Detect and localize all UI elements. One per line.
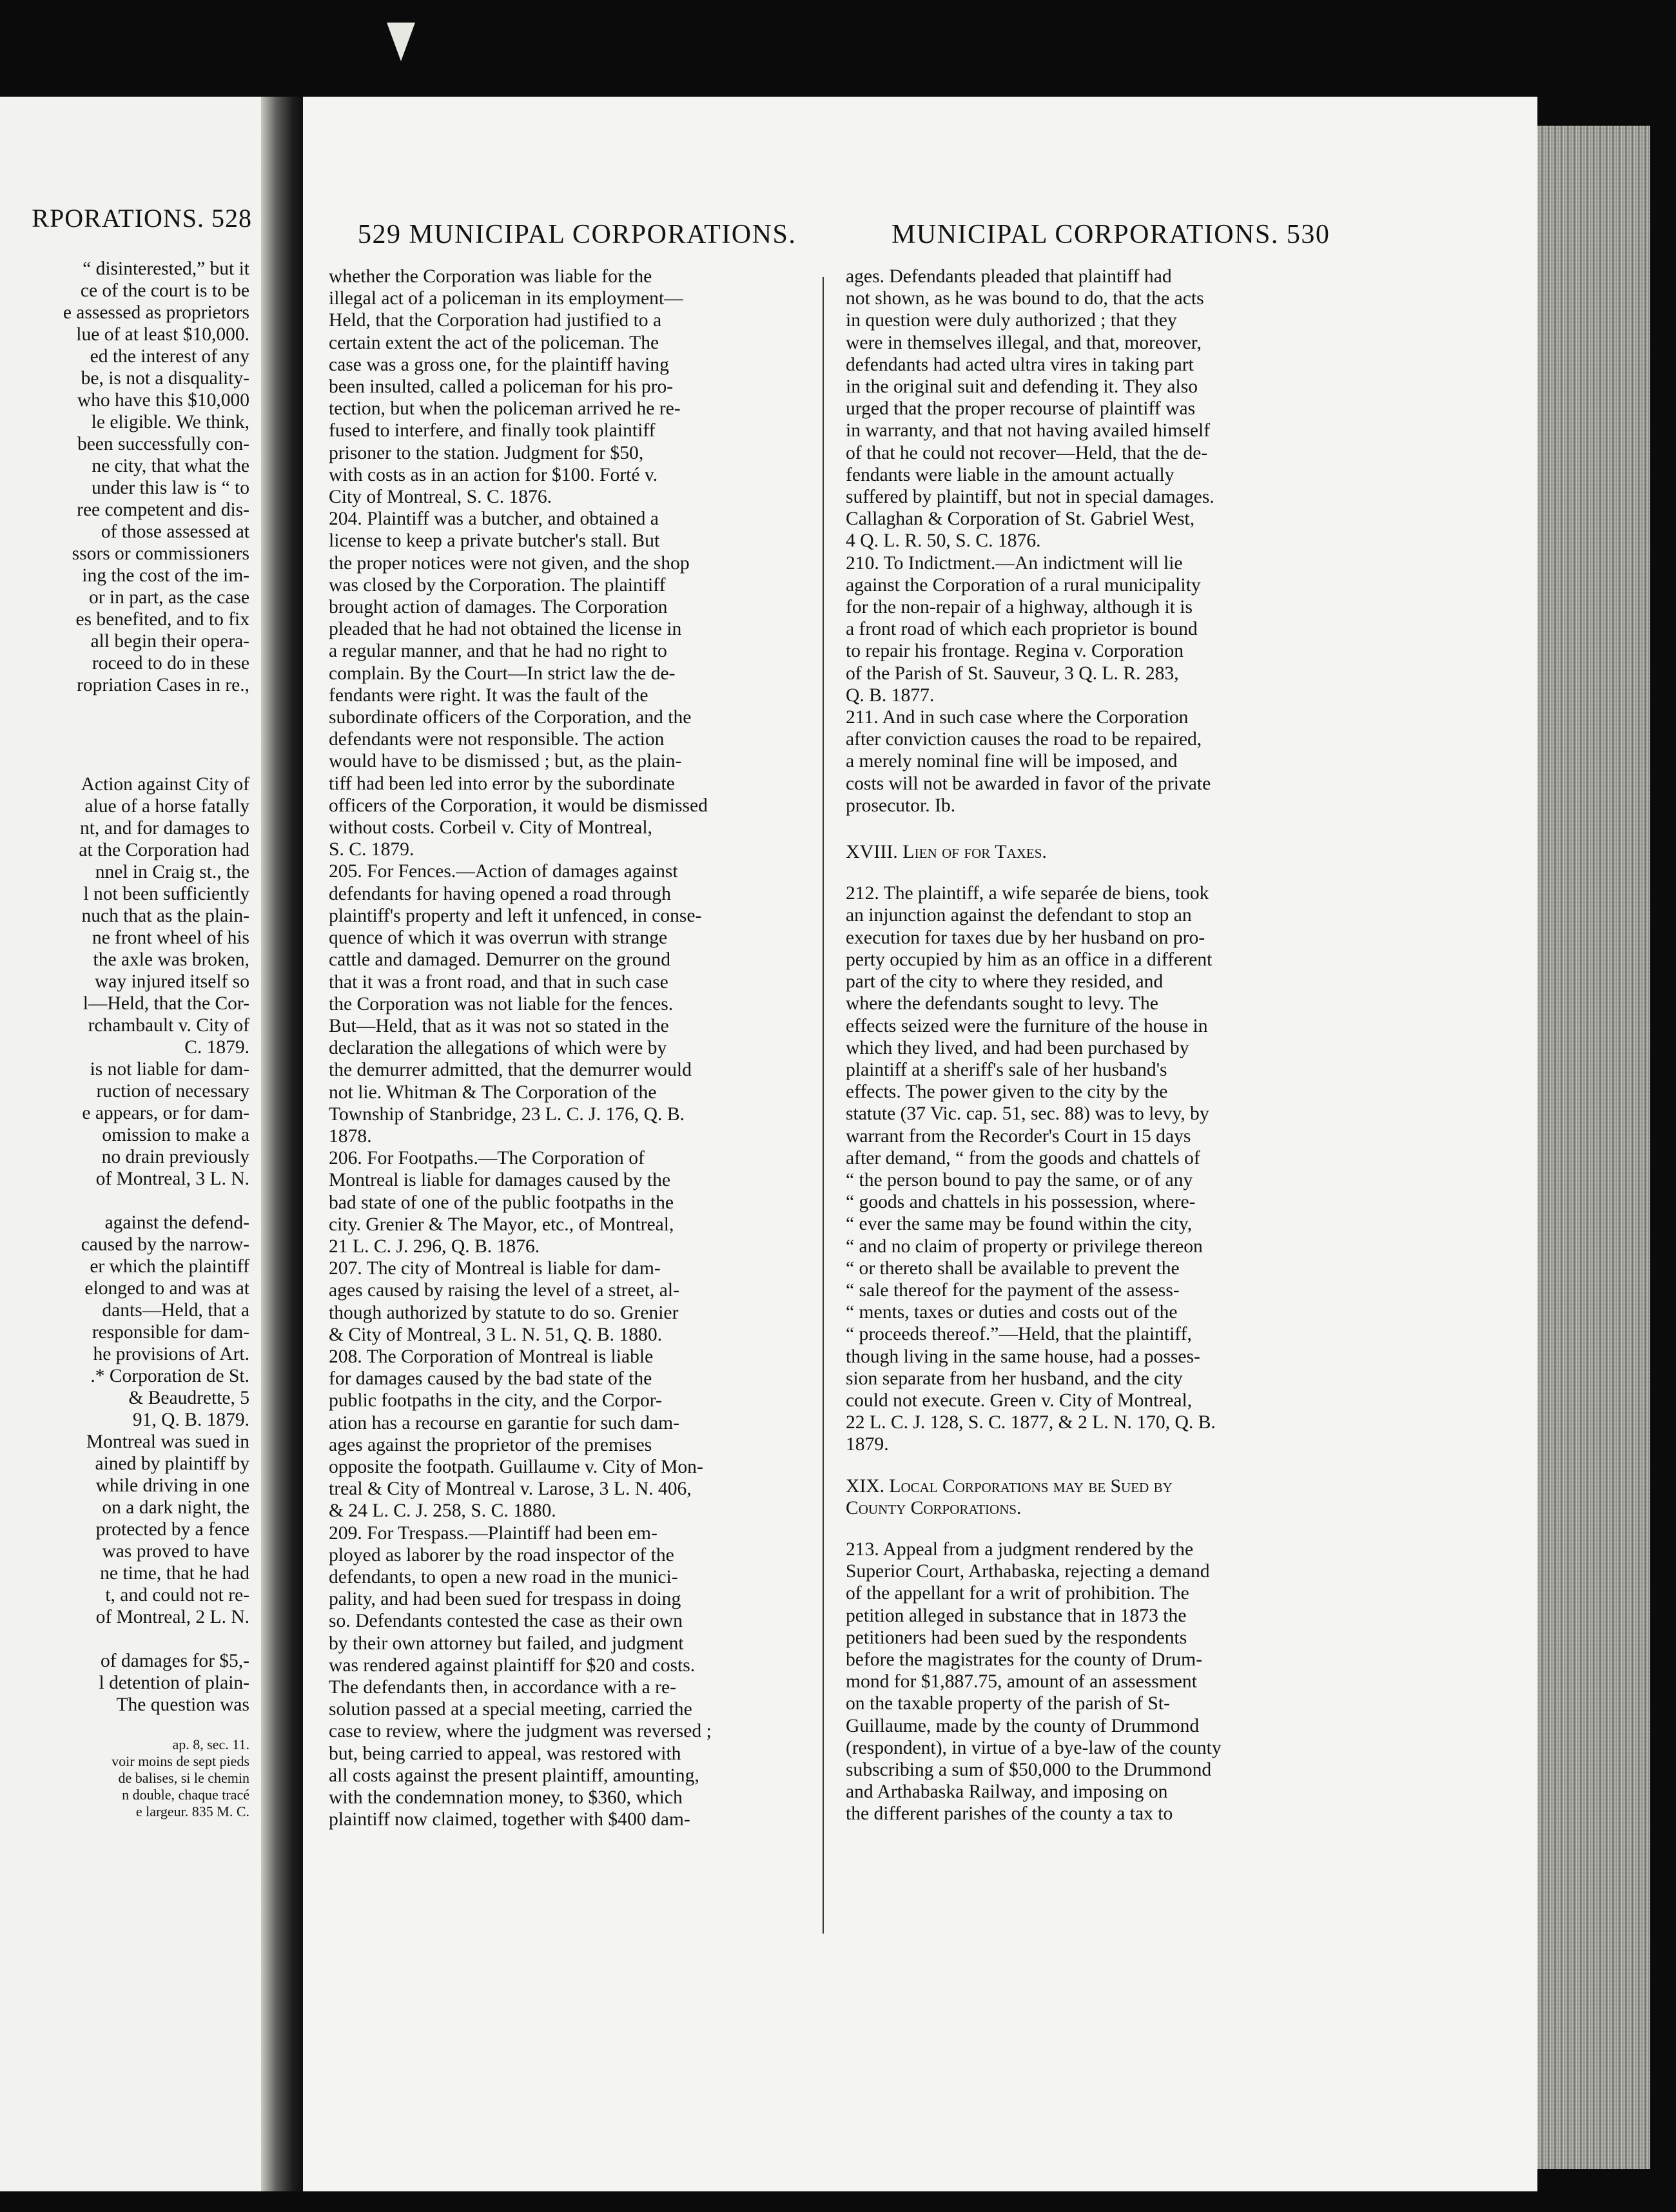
text-line: & 24 L. C. J. 258, S. C. 1880. — [329, 1500, 556, 1522]
text-line: Action against City of — [81, 774, 249, 795]
text-column-left — [329, 266, 812, 1830]
text-line: Held, that the Corporation had justified to a — [329, 310, 662, 331]
text-line: City of Montreal, S. C. 1876. — [329, 487, 552, 508]
left-page — [0, 97, 261, 2191]
text-line: with the condemnation money, to $360, which — [329, 1787, 683, 1809]
text-line: bad state of one of the public footpaths in the — [329, 1192, 674, 1213]
text-line: and Arthabaska Railway, and imposing on — [846, 1781, 1168, 1803]
text-line: omission to make a — [102, 1125, 249, 1145]
text-line: the axle was broken, — [93, 949, 249, 970]
text-line: Township of Stanbridge, 23 L. C. J. 176, Q. B. — [329, 1103, 685, 1125]
text-line: which they lived, and had been purchased by — [846, 1037, 1189, 1058]
text-line: lue of at least $10,000. — [76, 324, 249, 345]
text-line: ce of the court is to be — [80, 280, 249, 301]
text-line: all costs against the present plaintiff, amounting, — [329, 1765, 699, 1786]
text-line: plaintiff at a sheriff's sale of her husband's — [846, 1059, 1167, 1080]
text-line: elonged to and was at — [84, 1278, 249, 1299]
text-line: Montreal was sued in — [86, 1431, 249, 1452]
left-page-running-head: RPORATIONS. 528 — [32, 204, 252, 233]
text-line: quence of which it was overrun with strange — [329, 927, 668, 949]
text-line: while driving in one — [95, 1475, 249, 1496]
text-line: .* Corporation de St. — [90, 1366, 249, 1386]
right-column-block-1 — [846, 266, 1329, 817]
text-line: protected by a fence — [95, 1519, 249, 1540]
text-line: no drain previously — [101, 1147, 249, 1167]
text-line: fendants were right. It was the fault of the — [329, 684, 648, 706]
text-line: of Montreal, 2 L. N. — [95, 1607, 249, 1627]
text-line: city. Grenier & The Mayor, etc., of Montreal, — [329, 1214, 674, 1235]
text-line: been insulted, called a policeman for his pro- — [329, 376, 674, 398]
text-line: nnel in Craig st., the — [95, 862, 249, 882]
text-line: though authorized by statute to do so. Grenier — [329, 1302, 679, 1323]
text-line: statute (37 Vic. cap. 51, sec. 88) was to levy, by — [846, 1103, 1209, 1125]
book-gutter — [261, 97, 306, 2191]
text-line: in question were duly authorized ; that they — [846, 310, 1177, 331]
text-line: ed the interest of any — [90, 346, 249, 367]
text-line: public footpaths in the city, and the Corpor- — [329, 1390, 662, 1412]
text-line: by their own attorney but failed, and judgment — [329, 1633, 684, 1654]
left-page-text-bottom — [0, 773, 249, 1716]
text-line: prosecutor. Ib. — [846, 795, 956, 816]
text-line: t, and could not re- — [105, 1585, 249, 1606]
text-line: 213. Appeal from a judgment rendered by the — [846, 1538, 1194, 1560]
text-line: opposite the footpath. Guillaume v. City of Mon- — [329, 1456, 703, 1477]
text-line: the different parishes of the county a tax to — [846, 1803, 1173, 1825]
text-line: not shown, as he was bound to do, that the acts — [846, 288, 1204, 309]
text-line: 205. For Fences.—Action of damages against — [329, 861, 678, 882]
text-line: voir moins de sept pieds — [112, 1753, 249, 1769]
text-line: before the magistrates for the county of Drum- — [846, 1649, 1203, 1670]
text-line: fendants were liable in the amount actually — [846, 464, 1174, 485]
text-line: case was a gross one, for the plaintiff having — [329, 354, 669, 375]
text-line: would have to be dismissed ; but, as the plain- — [329, 751, 682, 772]
text-line: dants—Held, that a — [102, 1300, 249, 1321]
text-line: “ and no claim of property or privilege thereon — [846, 1236, 1203, 1257]
text-line: not lie. Whitman & The Corporation of the — [329, 1082, 657, 1103]
text-line: 21 L. C. J. 296, Q. B. 1876. — [329, 1236, 540, 1257]
text-line: that it was a front road, and that in such case — [329, 971, 668, 993]
text-line: l—Held, that the Cor- — [83, 993, 249, 1014]
text-line: ropriation Cases in re., — [77, 675, 249, 695]
text-column-right — [846, 266, 1329, 1825]
text-line: is not liable for dam- — [90, 1059, 249, 1080]
text-line: warrant from the Recorder's Court in 15 days — [846, 1125, 1191, 1147]
text-line: of those assessed at — [101, 521, 249, 542]
text-line: 206. For Footpaths.—The Corporation of — [329, 1148, 645, 1169]
text-line: of damages for $5,- — [100, 1651, 249, 1671]
text-line: the proper notices were not given, and the shop — [329, 552, 690, 574]
section-gap — [846, 1519, 1329, 1538]
text-line: petitioners had been sued by the respondents — [846, 1627, 1187, 1648]
running-head-left: 529 MUNICIPAL CORPORATIONS. — [358, 220, 797, 249]
text-line: way injured itself so — [94, 971, 249, 992]
text-line: “ proceeds thereof.”—Held, that the plaintiff, — [846, 1324, 1192, 1345]
text-line: mond for $1,887.75, amount of an assessment — [846, 1671, 1197, 1693]
text-line: defendants had acted ultra vires in taking part — [846, 354, 1194, 375]
text-line — [0, 1190, 249, 1212]
text-line: a merely nominal fine will be imposed, and — [846, 751, 1178, 772]
text-line: to repair his frontage. Regina v. Corporation — [846, 641, 1184, 662]
text-line: ation has a recourse en garantie for such dam- — [329, 1412, 679, 1433]
text-line: plaintiff now claimed, together with $400 dam- — [329, 1809, 690, 1830]
text-line: ssors or commissioners — [72, 543, 249, 564]
text-line: declaration the allegations of which were by — [329, 1038, 667, 1059]
text-line: complain. By the Court—In strict law the de- — [329, 663, 676, 684]
text-line: a front road of which each proprietor is bound — [846, 619, 1198, 640]
text-line: defendants were not responsible. The action — [329, 729, 665, 750]
text-line: subscribing a sum of $50,000 to the Drummond — [846, 1760, 1212, 1780]
text-line: Q. B. 1877. — [846, 684, 935, 706]
column-divider — [823, 277, 824, 1934]
text-line: 207. The city of Montreal is liable for dam- — [329, 1258, 661, 1279]
text-line: tection, but when the policeman arrived he re- — [329, 398, 681, 420]
text-line: brought action of damages. The Corporation — [329, 597, 668, 618]
text-line: ree competent and dis- — [77, 500, 249, 520]
text-line: urged that the proper recourse of plaintiff was — [846, 398, 1196, 420]
text-line: suffered by plaintiff, but not in special damages. — [846, 487, 1214, 508]
text-line: County Corporations. — [846, 1497, 1022, 1518]
text-line: ained by plaintiff by — [95, 1453, 249, 1474]
text-line: The defendants then, in accordance with a re- — [329, 1677, 677, 1698]
text-line: an injunction against the defendant to stop an — [846, 905, 1192, 926]
text-line: e largeur. 835 M. C. — [135, 1803, 249, 1819]
text-line: ployed as laborer by the road inspector of the — [329, 1544, 674, 1566]
text-line: e assessed as proprietors — [63, 302, 249, 323]
text-line: Callaghan & Corporation of St. Gabriel West, — [846, 509, 1195, 530]
text-line: where the defendants sought to levy. The — [846, 993, 1158, 1014]
text-line: were in themselves illegal, and that, moreover, — [846, 332, 1202, 353]
text-line: 212. The plaintiff, a wife separée de biens, took — [846, 883, 1209, 904]
left-page-gap — [0, 1716, 249, 1736]
text-line: le eligible. We think, — [91, 412, 249, 432]
text-line: “ the person bound to pay the same, or of any — [846, 1169, 1193, 1190]
text-line: 209. For Trespass.—Plaintiff had been em- — [329, 1522, 658, 1544]
text-line: or in part, as the case — [88, 587, 249, 608]
text-line: of Montreal, 3 L. N. — [95, 1169, 249, 1189]
text-line: tiff had been led into error by the subordinate — [329, 773, 675, 794]
text-line: in the original suit and defending it. They also — [846, 376, 1198, 398]
running-head-right: MUNICIPAL CORPORATIONS. 530 — [892, 220, 1330, 249]
text-line: in warranty, and that not having availed himself — [846, 420, 1211, 441]
text-line: ne city, that what the — [92, 456, 249, 476]
text-line: pleaded that he had not obtained the license in — [329, 619, 682, 640]
text-line: could not execute. Green v. City of Montreal, — [846, 1390, 1193, 1411]
section-heading-xviii: XVIII. Lien of for Taxes. — [846, 841, 1047, 863]
text-line: a regular manner, and that he had no right to — [329, 641, 667, 662]
text-line: (respondent), in virtue of a bye-law of the county — [846, 1737, 1222, 1758]
text-line: ne time, that he had — [100, 1563, 249, 1584]
text-line: costs will not be awarded in favor of the private — [846, 773, 1211, 794]
text-line: responsible for dam- — [92, 1322, 249, 1343]
text-line: ap. 8, sec. 11. — [172, 1736, 249, 1752]
text-line: with costs as in an action for $100. Forté v. — [329, 464, 658, 485]
text-line: Superior Court, Arthabaska, rejecting a demand — [846, 1561, 1210, 1582]
text-line: “ ever the same may be found within the city, — [846, 1214, 1193, 1235]
text-line: 4 Q. L. R. 50, S. C. 1876. — [846, 530, 1041, 552]
text-line: nuch that as the plain- — [81, 906, 249, 926]
text-line: l not been sufficiently — [83, 884, 249, 904]
text-line: treal & City of Montreal v. Larose, 3 L. N. 406, — [329, 1479, 692, 1500]
text-line: 1878. — [329, 1125, 372, 1147]
text-line: all begin their opera- — [90, 631, 249, 652]
text-line: ne front wheel of his — [92, 927, 249, 948]
text-line: under this law is “ to — [92, 478, 249, 498]
text-line: so. Defendants contested the case as their own — [329, 1611, 683, 1632]
text-line: illegal act of a policeman in its employment— — [329, 288, 683, 309]
text-line: “ or thereto shall be available to prevent the — [846, 1257, 1180, 1279]
text-line: 210. To Indictment.—An indictment will lie — [846, 552, 1183, 574]
section-heading-xix — [846, 1475, 1329, 1519]
text-line: prisoner to the station. Judgment for $50, — [329, 442, 644, 463]
text-line: & City of Montreal, 3 L. N. 51, Q. B. 1880. — [329, 1324, 663, 1345]
text-line: part of the city to where they resided, and — [846, 971, 1164, 993]
text-line: of that he could not recover—Held, that the de- — [846, 442, 1208, 463]
text-line: alue of a horse fatally — [84, 796, 249, 817]
text-line: but, being carried to appeal, was restored with — [329, 1743, 681, 1764]
text-line: ages. Defendants pleaded that plaintiff had — [846, 266, 1172, 287]
text-line: 208. The Corporation of Montreal is liable — [329, 1346, 654, 1367]
text-line: on the taxable property of the parish of St- — [846, 1693, 1170, 1714]
page-corner-mark — [387, 23, 415, 61]
text-line: er which the plaintiff — [90, 1256, 249, 1277]
text-line: ages caused by raising the level of a street, al- — [329, 1280, 679, 1301]
text-line: defendants for having opened a road through — [329, 883, 671, 904]
text-line: license to keep a private butcher's stall. But — [329, 530, 660, 552]
text-line: after conviction causes the road to be repaired, — [846, 729, 1202, 750]
text-line: been successfully con- — [77, 434, 249, 454]
left-page-column — [0, 258, 249, 1820]
text-line: caused by the narrow- — [81, 1234, 249, 1255]
text-line: 211. And in such case where the Corporation — [846, 707, 1189, 728]
text-line: was proved to have — [102, 1541, 249, 1562]
text-line: without costs. Corbeil v. City of Montreal, — [329, 817, 652, 839]
text-line: Guillaume, made by the county of Drummond — [846, 1715, 1200, 1736]
text-line: & Beaudrette, 5 — [128, 1388, 249, 1408]
text-line: 22 L. C. J. 128, S. C. 1877, & 2 L. N. 170, Q. B. — [846, 1412, 1216, 1433]
text-line: of the appellant for a writ of prohibition. The — [846, 1583, 1189, 1604]
text-line: l detention of plain- — [99, 1673, 249, 1693]
text-line: XIX. Local Corporations may be Sued by — [846, 1475, 1173, 1497]
text-line: n double, chaque tracé — [122, 1787, 249, 1803]
left-page-footnote — [0, 1736, 249, 1820]
text-line: for the non-repair of a highway, although it is — [846, 597, 1193, 618]
text-line: who have this $10,000 — [77, 390, 249, 411]
text-line: was closed by the Corporation. The plaintiff — [329, 574, 666, 596]
section-gap — [846, 1456, 1329, 1475]
text-line: e appears, or for dam- — [82, 1103, 249, 1123]
text-line: “ ments, taxes or duties and costs out of the — [846, 1302, 1178, 1323]
page-stack-edge — [1537, 126, 1650, 2169]
text-line: certain extent the act of the policeman. The — [329, 332, 659, 353]
text-line: pality, and had been sued for trespass in doing — [329, 1589, 681, 1610]
text-line: whether the Corporation was liable for the — [329, 266, 652, 287]
text-line: was rendered against plaintiff for $20 and costs. — [329, 1654, 696, 1676]
text-line: S. C. 1879. — [329, 839, 414, 860]
text-line: 204. Plaintiff was a butcher, and obtained a — [329, 509, 659, 530]
text-line: “ goods and chattels in his possession, where- — [846, 1192, 1196, 1213]
text-line: officers of the Corporation, it would be dismissed — [329, 795, 708, 816]
text-line: solution passed at a special meeting, carried the — [329, 1699, 692, 1720]
text-line: effects. The power given to the city by the — [846, 1082, 1168, 1103]
text-line: ing the cost of the im- — [82, 565, 249, 586]
text-line: though living in the same house, had a posses- — [846, 1346, 1200, 1367]
text-line: for damages caused by the bad state of the — [329, 1368, 652, 1390]
text-line: ruction of necessary — [96, 1081, 249, 1101]
text-line: de balises, si le chemin — [118, 1770, 249, 1786]
text-line: “ sale thereof for the payment of the assess- — [846, 1279, 1180, 1301]
text-line: fused to interfere, and finally took plaintiff — [329, 420, 656, 441]
text-line: ages against the proprietor of the premises — [329, 1434, 652, 1455]
text-line: the Corporation was not liable for the fences. — [329, 993, 674, 1014]
text-line: execution for taxes due by her husband on pro- — [846, 927, 1205, 948]
text-line: es benefited, and to fix — [75, 609, 249, 630]
text-line: C. 1879. — [184, 1037, 249, 1058]
right-column-block-2 — [846, 882, 1329, 1455]
text-line: 1879. — [846, 1434, 889, 1455]
text-line: effects seized were the furniture of the house in — [846, 1015, 1208, 1036]
text-line: of the Parish of St. Sauveur, 3 Q. L. R. 283, — [846, 663, 1179, 684]
text-line: sion separate from her husband, and the city — [846, 1368, 1183, 1389]
text-line: be, is not a disquality- — [81, 368, 249, 389]
text-line: case to review, where the judgment was reversed ; — [329, 1721, 712, 1742]
text-line: petition alleged in substance that in 1873 the — [846, 1605, 1187, 1626]
right-column-block-3 — [846, 1538, 1329, 1825]
text-line: 91, Q. B. 1879. — [132, 1410, 249, 1430]
text-line: after demand, “ from the goods and chattels of — [846, 1147, 1200, 1169]
text-line: the demurrer admitted, that the demurrer would — [329, 1060, 692, 1081]
text-line: defendants, to open a new road in the munici- — [329, 1566, 678, 1587]
text-line: against the Corporation of a rural municipality — [846, 574, 1201, 596]
text-line: at the Corporation had — [79, 840, 249, 860]
text-line: plaintiff's property and left it unfenced, in conse- — [329, 905, 702, 926]
left-page-gap — [0, 696, 249, 773]
text-line: nt, and for damages to — [80, 818, 249, 839]
text-line: subordinate officers of the Corporation, and the — [329, 707, 692, 728]
text-line: rchambault v. City of — [88, 1015, 249, 1036]
text-line: he provisions of Art. — [93, 1344, 249, 1364]
text-line: But—Held, that as it was not so stated in the — [329, 1015, 669, 1036]
text-line: The question was — [116, 1694, 249, 1715]
text-line — [0, 1628, 249, 1650]
left-page-text-top — [0, 258, 249, 696]
text-line: cattle and damaged. Demurrer on the ground — [329, 949, 671, 971]
text-line: against the defend- — [104, 1212, 249, 1233]
text-line: on a dark night, the — [102, 1497, 249, 1518]
text-line: Montreal is liable for damages caused by the — [329, 1170, 671, 1191]
text-line: perty occupied by him as an office in a different — [846, 949, 1213, 970]
text-line: “ disinterested,” but it — [83, 258, 249, 279]
text-line: roceed to do in these — [92, 653, 249, 674]
